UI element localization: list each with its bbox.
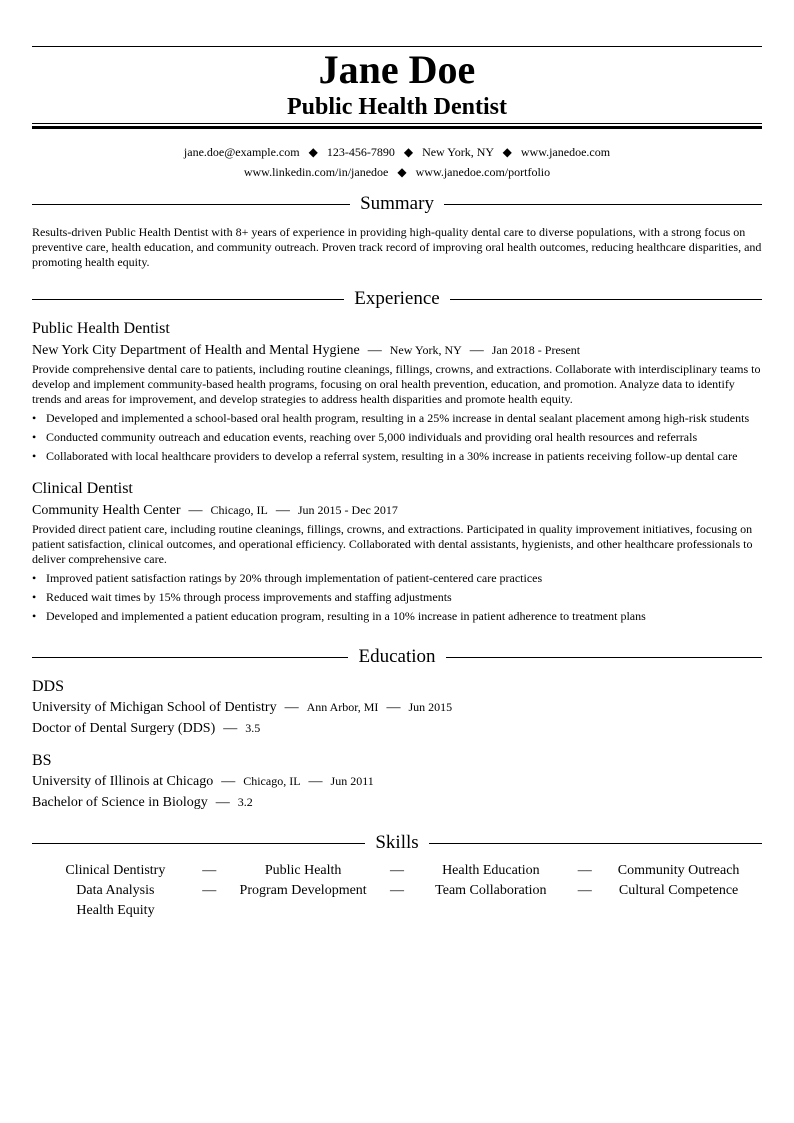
em-dash: — [275,503,290,518]
contact-phone[interactable]: 123-456-7890 [326,145,395,159]
skill-item: Health Education [442,863,540,878]
contact-line-2 [32,164,762,180]
job-org-line [32,501,398,520]
em-dash: — [188,503,203,518]
em-dash: — [221,774,236,789]
section-rule-right [450,299,762,300]
job-description: Provide comprehensive dental care to patients, including routine cleanings, fillings, crowns, and extractions. Collaborate with interdisciplinary teams to develop and implement community-based health programs, focusing on oral health prevention, education, and promotion. Analyze data to identify trends and areas for improvement, and develop strategies to address health disparities and promote health equity. [32,362,761,406]
bullet-icon: • [32,449,37,463]
skill-separator: — [577,883,592,898]
gpa: 3.2 [237,795,253,809]
contact-linkedin[interactable]: www.linkedin.com/in/janedoe [243,165,389,179]
list-item: • Collaborated with local healthcare providers to develop a referral system, resulting in a 30% increase in patients receiving follow-up dental care [32,447,762,466]
header-divider-thin [32,123,762,124]
contact-line-1 [32,144,762,160]
job-achievements [32,569,762,626]
school-name: University of Michigan School of Dentistry [32,700,277,715]
em-dash: — [215,795,230,810]
skill-item: Data Analysis [76,883,155,898]
summary-heading: Summary [360,193,434,214]
skills-row [32,861,762,881]
section-rule-left [32,657,348,658]
school-location: Chicago, IL [243,774,301,788]
job-dates: Jun 2015 - Dec 2017 [297,503,398,517]
summary-section-header [32,192,762,216]
skills-heading: Skills [375,832,419,853]
em-dash: — [284,700,299,715]
experience-section-header [32,287,762,311]
school-line [32,698,452,717]
skill-separator: — [577,863,592,878]
list-item: • Developed and implemented a patient education program, resulting in a 10% increase in patient adherence to treatment plans [32,607,762,626]
diamond-separator-icon: ◆ [502,145,512,159]
skill-separator: — [389,883,404,898]
section-rule-right [444,204,762,205]
skills-grid [32,861,762,921]
job-dates: Jan 2018 - Present [491,343,581,357]
header-divider-thick [32,126,762,129]
graduation-date: Jun 2015 [408,700,453,714]
candidate-title: Public Health Dentist [287,94,507,120]
skill-item: Team Collaboration [435,883,547,898]
degree-line [32,793,253,812]
skill-separator: — [202,883,217,898]
school-name: University of Illinois at Chicago [32,774,214,789]
job-achievements [32,409,762,466]
bullet-icon: • [32,430,37,444]
job-organization: Community Health Center [32,503,181,518]
summary-text: Results-driven Public Health Dentist with 8+ years of experience in providing high-quality dental care to diverse populations, with a strong focus on preventive care, health education, and community outreach. Proven track record of improving oral health outcomes, reducing healthcare disparities, and promoting health equity. [32,225,762,269]
degree-short: DDS [32,678,65,695]
degree-short: BS [32,752,52,769]
em-dash: — [223,721,238,736]
em-dash: — [367,343,382,358]
skill-item: Clinical Dentistry [65,863,166,878]
contact-portfolio[interactable]: www.janedoe.com/portfolio [415,165,551,179]
skill-item: Program Development [239,883,367,898]
list-item: • Improved patient satisfaction ratings by 20% through implementation of patient-centered care practices [32,569,762,588]
skill-separator: — [202,863,217,878]
skills-row [32,881,762,901]
diamond-separator-icon: ◆ [397,165,407,179]
skill-item: Health Equity [76,903,155,918]
em-dash: — [469,343,484,358]
list-item: • Conducted community outreach and education events, reaching over 5,000 individuals and providing oral health resources and referrals [32,428,762,447]
diamond-separator-icon: ◆ [403,145,414,159]
candidate-name: Jane Doe [318,47,476,92]
job-location: Chicago, IL [210,503,268,517]
bullet-icon: • [32,609,37,623]
skill-separator: — [389,863,404,878]
skill-item: Cultural Competence [618,883,739,898]
job-title: Public Health Dentist [32,320,170,337]
em-dash: — [386,700,401,715]
experience-heading: Experience [354,288,440,309]
skill-item: Public Health [264,863,342,878]
job-organization: New York City Department of Health and Mental Hygiene [32,343,360,358]
contact-location: New York, NY [422,145,494,159]
education-heading: Education [358,646,436,667]
education-section-header [32,645,762,669]
job-description: Provided direct patient care, including routine cleanings, fillings, crowns, and extractions. Participated in quality improvement initiatives, focusing on patient satisfaction, clinical outcomes, and operational efficiency. Collaborated with dental assistants, hygienists, and other healthcare professionals to deliver comprehensive care. [32,522,753,566]
section-rule-right [446,657,762,658]
graduation-date: Jun 2011 [330,774,374,788]
section-rule-left [32,299,344,300]
job-title: Clinical Dentist [32,480,133,497]
gpa: 3.5 [245,721,261,735]
section-rule-right [429,843,762,844]
contact-website[interactable]: www.janedoe.com [520,145,611,159]
em-dash: — [308,774,323,789]
section-rule-left [32,204,350,205]
section-rule-left [32,843,365,844]
degree-full: Bachelor of Science in Biology [32,795,208,810]
skill-item: Community Outreach [617,863,740,878]
degree-line [32,719,260,738]
contact-email[interactable]: jane.doe@example.com [183,145,300,159]
bullet-icon: • [32,590,37,604]
school-location: Ann Arbor, MI [306,700,379,714]
skills-section-header [32,831,762,855]
school-line [32,772,374,791]
list-item: • Reduced wait times by 15% through process improvements and staffing adjustments [32,588,762,607]
bullet-icon: • [32,411,37,425]
degree-full: Doctor of Dental Surgery (DDS) [32,721,216,736]
job-location: New York, NY [389,343,462,357]
list-item: • Developed and implemented a school-based oral health program, resulting in a 25% increase in dental sealant placement among high-risk students [32,409,762,428]
diamond-separator-icon: ◆ [308,145,318,159]
job-org-line [32,341,580,360]
bullet-icon: • [32,571,37,585]
skills-row [32,901,762,921]
